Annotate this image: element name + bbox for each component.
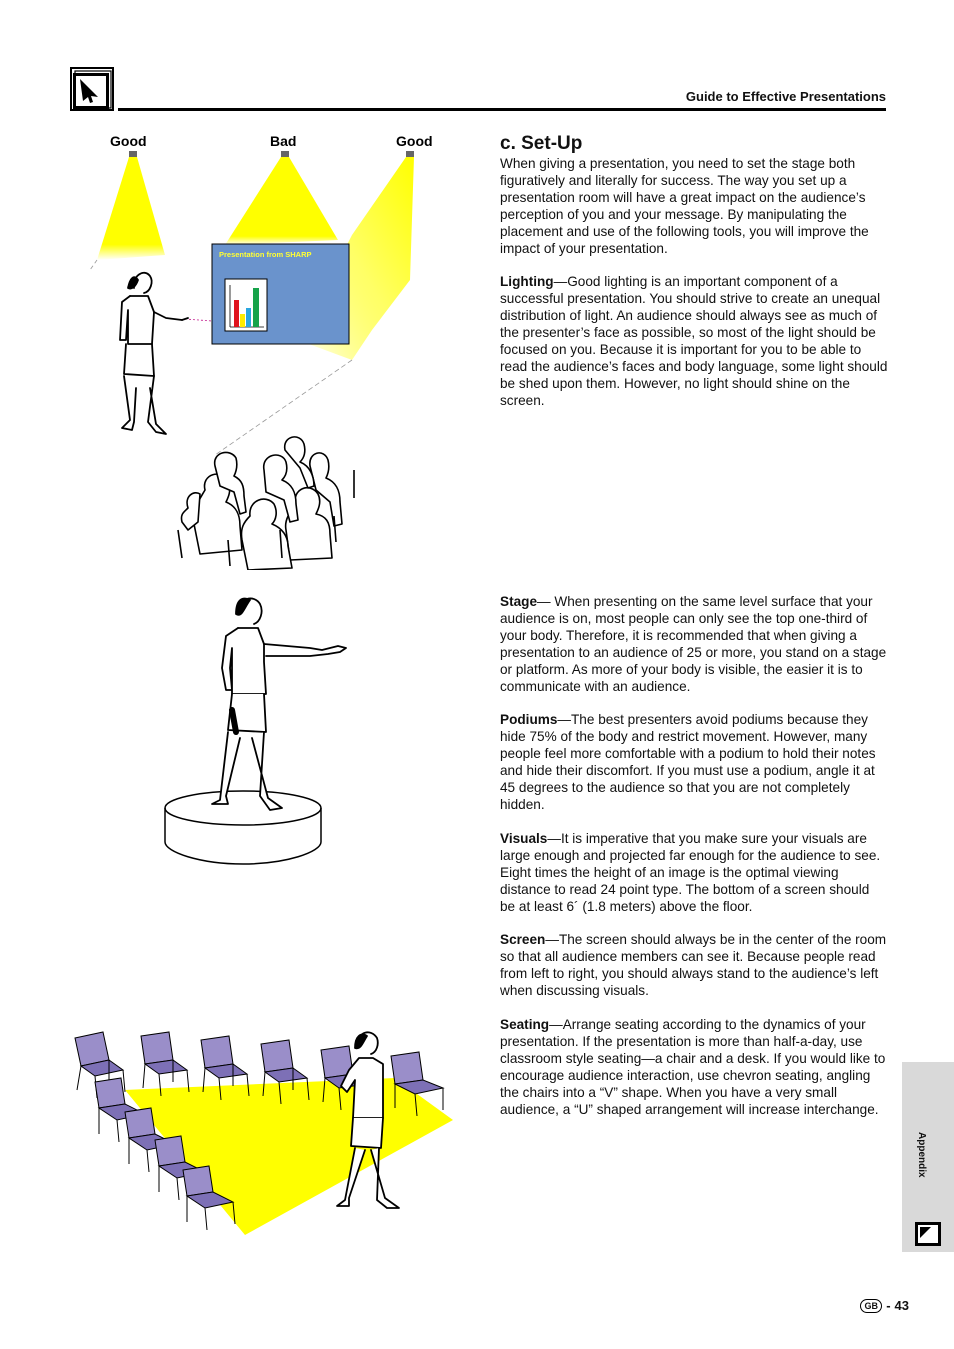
spotlight-right <box>406 151 414 157</box>
page-number-separator: - <box>886 1298 891 1313</box>
side-tab-label: Appendix <box>916 1132 927 1178</box>
text-visuals: —It is imperative that you make sure your visuals are large enough and projected far enough for the audience to see. Eight times the height of an image is the optimal viewing distance to read 24 point type. The bottom of a screen should be at least 6´ (1.8 meters) above the floor. <box>500 830 881 914</box>
paragraph-screen <box>500 932 888 1000</box>
text-podiums: —The best presenters avoid podiums because they hide 75% of the body and restrict movement. However, many people feel more comfortable with a podium to hold their notes and hide their discomfort. If you must use a podium, angle it at 45 degrees to the audience so that you are not completely hidden. <box>500 712 876 812</box>
paragraph-stage <box>500 594 888 695</box>
term-stage: Stage <box>500 594 538 609</box>
audience-group <box>178 437 354 570</box>
appendix-side-tab[interactable] <box>902 1062 954 1252</box>
term-visuals: Visuals <box>500 830 548 846</box>
stage-platform-top <box>165 791 321 825</box>
spotlight-center <box>281 151 289 157</box>
page-number-value: 43 <box>894 1298 909 1313</box>
text-lighting: —Good lighting is an important component of a successful presentation. You should strive to create an unequal distribution of light. An audience should always see as much of the presenter’s face as possible, so most of the light should be focused on you. Because it is important for you to be able to read the audience’s faces and body language, some light should be shed upon them. However, no light should shine on the screen. <box>500 274 888 408</box>
term-screen: Screen <box>500 932 546 948</box>
term-lighting: Lighting <box>500 274 554 290</box>
lower-paragraphs <box>500 594 888 1118</box>
section-heading: c. Set-Up <box>500 133 583 154</box>
text-seating: —Arrange seating according to the dynamics of your presentation. If the presentation is more than half-a-day, use classroom style seating—a chair and a desk. If you would like to encourage audience interaction, use chevron seating, angling the chairs into a “V” shape. When you have a very small audience, a “U” shaped arrangement will increase interchange. <box>500 1017 886 1117</box>
presenter-figure <box>120 273 188 434</box>
paragraph-visuals <box>500 831 888 916</box>
text-screen: —The screen should always be in the center of the room so that all audience members can see it. Because people read from left to right, you should always stand to the audience’s left when discussing visuals. <box>500 932 887 999</box>
light-label-bad: Bad <box>270 133 297 149</box>
intro-paragraph: When giving a presentation, you need to set the stage both figuratively and literally for success. The way you set up a presentation room will have a great impact on the audience’s perception of you and your message. By manipulating the placement and use of the following tools, you will improve the impact of your presentation. <box>500 156 869 256</box>
paragraph-podiums <box>500 712 888 813</box>
gb-language-badge: GB <box>860 1299 882 1313</box>
text-stage: — When presenting on the same level surface that your audience is on, most people can only see the top one-third of your body. Therefore, it is recommended that when giving a presentation to an audience of 25 or more, you stand on a stage or platform. As more of your body is visible, the easier it is to communicate with an audience. <box>500 594 887 694</box>
page-number <box>860 1298 909 1313</box>
light-label-good-left: Good <box>110 133 147 149</box>
appendix-tab-icon <box>915 1222 941 1246</box>
paragraph-seating <box>500 1017 888 1118</box>
light-beam-left <box>97 157 165 260</box>
term-seating: Seating <box>500 1017 550 1033</box>
lighting-illustration <box>70 130 450 570</box>
spotlight-left <box>129 151 137 157</box>
header-rule <box>118 108 886 111</box>
text-column <box>500 133 888 1117</box>
screen-bar-chart-icon <box>225 279 267 331</box>
stage-presenter-figure <box>212 598 346 810</box>
screen-title: Presentation from SHARP <box>219 250 312 259</box>
term-podiums: Podiums <box>500 712 558 728</box>
light-beam-center <box>225 157 338 245</box>
manual-pointer-icon <box>70 67 114 111</box>
light-label-good-right: Good <box>396 133 433 149</box>
paragraph-lighting <box>500 274 888 409</box>
header-title: Guide to Effective Presentations <box>685 89 886 104</box>
stage-illustration <box>160 590 370 870</box>
seating-illustration <box>65 1030 455 1245</box>
chair <box>141 1032 189 1096</box>
